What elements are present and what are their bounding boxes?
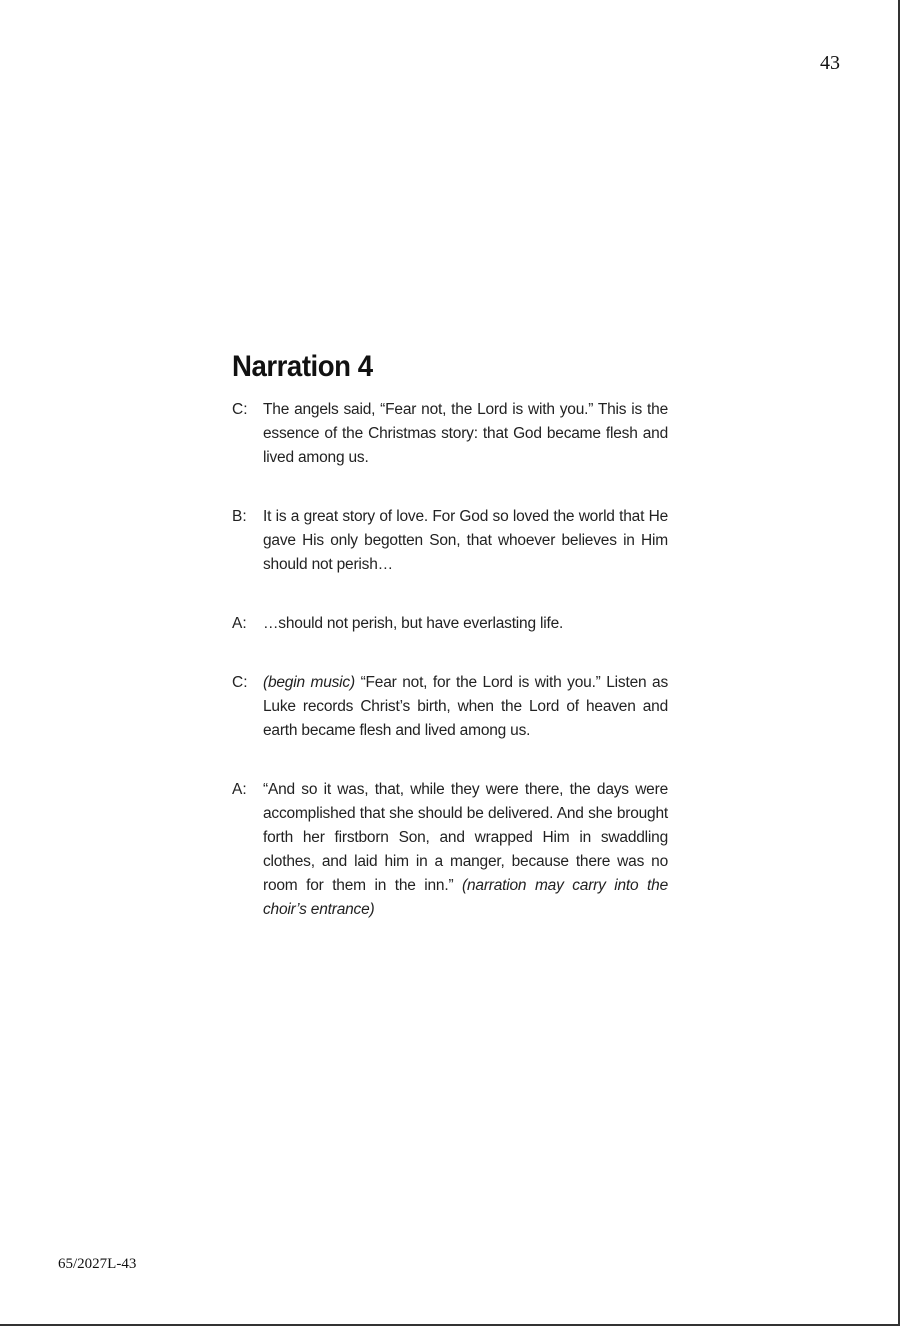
line-body: It is a great story of love. For God so loved the world that He gave His only begotten Son, that whoever believes in Him should not perish… (263, 508, 668, 573)
speaker-label: A: (232, 781, 247, 798)
line-body: The angels said, “Fear not, the Lord is with you.” This is the essence of the Christmas story: that God became flesh and lived among us. (263, 401, 668, 466)
line-text (263, 778, 668, 922)
narration-line (232, 612, 668, 636)
speaker-label: A: (232, 615, 247, 632)
narration-line (232, 505, 668, 577)
stage-direction: (begin music) (263, 674, 355, 691)
narration-line (232, 778, 668, 922)
page-number: 43 (820, 52, 840, 74)
line-text (263, 671, 668, 743)
section-title: Narration 4 (232, 350, 373, 383)
stage-direction: (narration may carry into the choir’s entrance) (263, 877, 668, 918)
speaker-label: C: (232, 674, 248, 691)
narration-line (232, 398, 668, 470)
line-text (263, 398, 668, 470)
narration-section (232, 350, 668, 957)
speaker-label: C: (232, 401, 248, 418)
line-text (263, 505, 668, 577)
line-body: “Fear not, for the Lord is with you.” Listen as Luke records Christ’s birth, when the Lord of heaven and earth became flesh and lived among us. (263, 674, 669, 739)
speaker-label: B: (232, 508, 247, 525)
footer-code: 65/2027L-43 (58, 1256, 137, 1272)
line-body: …should not perish, but have everlasting life. (263, 615, 564, 632)
narration-line (232, 671, 668, 743)
line-text (263, 612, 668, 636)
line-body: “And so it was, that, while they were there, the days were accomplished that she should be delivered. And she brought forth her firstborn Son, and wrapped Him in swaddling clothes, and laid him in a manger, because there was no room for them in the inn.” (263, 781, 668, 894)
